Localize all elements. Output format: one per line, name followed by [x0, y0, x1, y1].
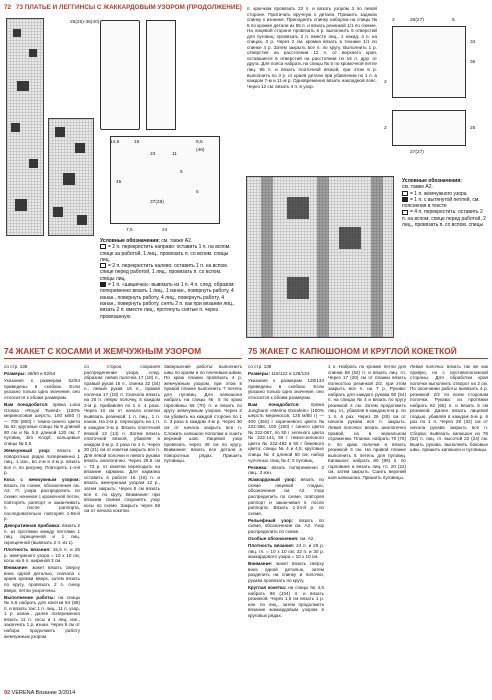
chart-motif [29, 159, 38, 168]
chart-motif [261, 177, 273, 338]
label: Внимание: [4, 565, 29, 571]
label: Внимание: [248, 561, 273, 567]
dimension-label: 27(27) [410, 150, 424, 155]
legend-item: = 1 п. с вытянутой петлей, см. пояснения в тексте [402, 196, 480, 210]
elongated-stitch-symbol [402, 197, 408, 202]
dimension-label: 14,5 [110, 140, 120, 145]
value: пряжа Lana Grossa «Royal Tweed» (100% мериносовая шерсть, 100 м/50 г) — 700 (800) г темно-синего цвета № 62; круговые спицы № 9 длиной 80 см и № 5,5 длиной 120 см; 7 пуговиц Jim Knopf; кольцевые спицы № 5,5. [4, 402, 80, 446]
paragraph: со сторон, сохраняя распределение узора, след. образом: левая полочка 17 (18) п., правый рукав 16 п., спинка 32 (34) п., левый рукав 16 п., правая полочка 17 (18) п. Сначала вязать на 25 п. левую полочку, в каждом 2-м р. прибавляя по 1 п. 4 раза. Через 10 см от начала кокетки вывязать резинкой: 1 п. лиц., 1 п. изнан. На 2-м р. переходить на 1 п. в каждом 2-м р. Вязать платочной вязкой 13 (14) п. Затем вязать платочной вязкой, убавляя в каждом 2-м р. 2 раза по 1 п. Через 20 (21) см от кокетки закрыть все п. Для левой полочки и левого рукава вязать аналогично. Через 28,5 см = 73 р. от кокетки переходить на вязание кармана. Для кармана оставить в работе 16 (16) п. и вязать жемчужным узором 12 р., затем закрыть. Через 8 см вязать все п. по кругу. Внимание: при вязании спинки сохранять узор косы по схеме. Закрыть через 68 см от начала кокетки. [84, 364, 160, 514]
dimension-label: 16 [134, 140, 140, 145]
chart-motif [371, 177, 383, 338]
dimension-label: 26(27) [410, 18, 424, 23]
legend-note: см. также А2. [402, 184, 433, 191]
dimension-label: 5 [452, 18, 455, 23]
dimension-label: 36 [470, 60, 476, 65]
label: Круглая кокетка: [248, 585, 287, 591]
dimension-label: 37(38) [150, 200, 164, 205]
chart-motif [15, 199, 27, 211]
jacquard-chart-left-2 [48, 118, 94, 236]
value: 116/122 и 128/134 [271, 371, 310, 377]
label: Вам понадобится: [248, 402, 300, 408]
legend-item: = 1 п. «шишечка»: вывязать из 1 п. 4 п. след. образом: попеременно вязать 1 лиц., 1 изнан., повернуть работу, 4 изнан., повернуть работу, 4 лиц., повернуть работу, 4 изнан., повернуть работу, снять 2 п. как при вязании лиц., вязать 2 п. вместе лиц., протянуть снятые п. через провязанную. [100, 282, 235, 320]
value: см. А2. [299, 536, 315, 542]
value: 24 п. и 29 р. лиц. гл. = 10 х 10 см; 22 п. и 30 р. жаккардового узора = 10 х 10 см. [248, 543, 324, 560]
value: вязать по схеме, обозначения см. А2. Узор распределить по схеме. [248, 517, 324, 534]
dimension-label: 25 [470, 126, 476, 131]
label: Декоративная прибавка: [4, 523, 61, 529]
text-column-5 [328, 364, 406, 686]
footer-page-number: 92 [4, 690, 11, 696]
schematic-right [392, 26, 466, 98]
label: Жемчужный узор: [4, 448, 51, 454]
label: Плотность вязания: [4, 547, 51, 553]
label: Размеры: [4, 371, 26, 377]
chart-motif [17, 81, 29, 91]
chart-motif [287, 277, 309, 299]
legend-title: Условные обозначения: [100, 238, 160, 244]
paragraph: Указания к размерам 52/54 приведены в скобках. Если указано только одно значение, оно относится к обоим размерам. [4, 378, 80, 400]
value: вязать в поворотных рядах попеременно 1 лиц., 1 изн., во 2-м и 4-м р. вязать все п. по рисунку. Повторять 1-4-й р. [4, 448, 80, 476]
dimension-label: 5 [180, 170, 183, 175]
value: 48/50 и 52/54 [27, 371, 56, 377]
page-header-number: 72 [4, 4, 12, 11]
label: Особые обозначения: [248, 536, 299, 542]
dimension-label: 34 [470, 40, 476, 45]
pearl-symbol [402, 191, 408, 196]
dimension-label: 45 [116, 180, 122, 185]
schematic-dress [100, 20, 140, 130]
paragraph: Левая полочка: вязать так же как правую, но с противоположной стороны. Для обработки края полочки выполнить отворот на 2 см. По окончании работы вывязать 4 р. резинкой 2/2 по всем сторонам полочки. Рукава: из протяжки набрать 62 (66) п. и вязать 6 см резинкой. Далее вязать лицевой гладью, убавляя в каждом 6-м р. 6 раз по 1 п. Через 28 (32) см от начала рукава закрыть все п. Сборка: вывязать капюшон из 78 (82) п. лиц. гл. высотой 22 (24) см. Вшить рукава, выполнить боковые швы, пришить капюшон и пуговицы. [410, 364, 488, 453]
cross-left-symbol [100, 263, 106, 268]
dimension-label: 26(26)-36(40) [70, 20, 100, 25]
legend-item: = 1 п. жемчужного узора [410, 190, 467, 197]
label: Размеры: [248, 371, 270, 377]
legend-right [402, 178, 488, 228]
label: Рельефный узор: [248, 517, 294, 523]
value: пряжа Junghans «Merino Extrafein» (100% шерсть мериносов, 125 м/50 г) — 400 (450) г коричневого цвета № 222-358, 100 (150) г синего цвета № 222-067, по 50 г зеленого цвета № 222-141, 50 г темно-зеленого цвета № 222-492 и 50 г бежевого цвета; спицы № 4 и 4,5; круговые спицы № 4 длиной 60 см; набор чулочных спиц № 4; 5 пуговиц. [248, 402, 324, 463]
dimension-label: (46) [196, 148, 205, 153]
chart-motif [55, 127, 65, 137]
chart-motif [317, 177, 329, 338]
value: вязать 2 п. из протяжки между петлями 1 лиц. скрещенной и 1 лиц. скрещенной (вывязать 2 п. из 1). [4, 523, 80, 545]
value: на спицы № 4,5 набрать 96 (104) п. и вязать резинкой. Через 1,5 см вязать 1 р. изн. по лиц., затем продолжить вязание жаккардовым узором в круговых рядах. [248, 585, 324, 618]
legend-item: = 2 п. перекрестить направо: оставить 1 п. на вспом. спице за работой, 1 лиц., провязать п. со вспом. спицы лиц. [100, 244, 231, 263]
meta: со стр. 139 [248, 364, 272, 369]
label: Коса с жемчужным узором: [4, 477, 80, 483]
page-footer [4, 690, 75, 696]
chart-motif [63, 173, 75, 185]
value: жакет вязать сверху вниз одной деталью, сначала с краев кромки вверх, затем вязать по кругу, провязать 2 п. снизу вверх, петли укорочены. [4, 565, 80, 593]
chart-motif [13, 29, 21, 37]
dimension-label: 2 [384, 80, 387, 85]
value: жакет вязать сверху вниз одной деталью, затем разделить на спинку и полочки, рукава провязать по кругу. [248, 561, 324, 584]
paragraph: 1 п. Набрать по кромке петли для спинки 58 (62) п. и вязать лиц. гл. Через 17 (20) см от планки вязать полностью резинкой 2/2, при этом закрыть все п. на 7 р. Рукава: набрать для каждого рукава 50 (54) п. на спицах № 4 и вязать по кругу резинкой 4 см. Затем продолжить лиц. гл., убавляя в каждом 8-м р. по 1 п. 6 раз. Через 26 (29) см от начала рукава все п. закрыть. Левая полочка: вязать аналогично правой, но в зеркальном отражении. Планка: набрать 70 (76) п. по краю полочки и вязать резинкой 3 см. На правой планке выполнить 5 петель для пуговиц. Капюшон: набрать 80 (86) п. по горловине и вязать лиц. гл. 20 (22) см, затем закрыть. Сшить верхний шов капюшона. Пришить пуговицы. [328, 364, 406, 480]
page-header [4, 4, 242, 14]
legend-note: см. также А2. [161, 238, 193, 244]
footer-issue: Вязание 3/2014 [35, 690, 76, 696]
schematic-leggings [146, 20, 176, 130]
text-column-4 [248, 364, 324, 686]
legend-item: = 4 п. перекрестить: оставить 2 п. на вспом. спице перед работой, 2 лиц., провязать п. со вспом. спицы [402, 209, 486, 229]
paragraph: Указания к размерам 128/134 приведены в скобках. Если указано только одно значение, оно относится к обоим размерам. [248, 378, 324, 400]
value: 15,5 п. и 25 р. жемчужного узора = 10 х 10 см, косы на 6 п. шириной 3 см. [4, 547, 80, 564]
value: на спицы № 5,5 набрать для кокетки 84 (88) п. и вязать так: 1 п. лиц., 11 п. узор, 1 р. изнан., далее попеременно вязать 11 п. косы и 1 лиц. изн., закончить 1 р. изнан. Через 8 см от набора продолжить работу жемчужным узором. [4, 594, 80, 639]
label: Резинка: [248, 464, 268, 470]
legend-title: Условные обозначения: [402, 178, 462, 184]
label: Вам понадобится: [4, 402, 49, 408]
chart-motif [53, 207, 63, 217]
cross-right-symbol [100, 244, 106, 249]
cable-cross-symbol [402, 210, 408, 215]
label: Плотность вязания: [248, 543, 295, 549]
chart-motif [287, 197, 309, 219]
dimension-label: 2 [392, 18, 395, 23]
cable-chart-right [246, 176, 394, 338]
dimension-label: 11 [172, 152, 177, 157]
bobble-symbol [100, 282, 106, 287]
chart-motif [339, 227, 361, 249]
section-title-74: 74 ЖАКЕТ С КОСАМИ И ЖЕМЧУЖНЫМ УЗОРОМ [4, 346, 242, 359]
dimension-label: 5 [196, 190, 199, 195]
text-column-2 [84, 364, 160, 686]
chart-motif [29, 49, 37, 57]
footer-magazine: VERENA [11, 690, 34, 696]
paragraph: п. крючком провязать 22 п. и вязать узором 3 по левой стороне. Притачать вручную к детали. Пришить заднюю спинку к изнанке. Приподнять спинку набором на спицы № 5 по кромке детали из 55 п. и вязать резинкой 1/1 по спинке. На лицевой стороне провязать 5 р. выполнить 6 отверстий для пуговиц: провязать 2 п. вместе лиц., 1 накид, 4 п. на спицах, 3 р. Через 2 см. кромка вязать в технике 1/1 по спинке 4 р. Затем закрыть все п. по кругу. Выполнить 1 р. отверстия на расстоянии 12 п. от верхнего края, оставшиеся 6 отверстий на расстоянии по 16 п. друг от друга. Для пояса набрать на спицы № 5 по кромочной петле лиц. 95 п. и вязать платочной вязкой, при этом 6 р. выполнить по 3 р. от краев детали при убавлении по 1 п. в каждом 7-м и 11-м р. Одновременно вязать накладной пояс. Через 12 см. вязать 4 п. в узор. [247, 6, 377, 89]
chart-motif [77, 215, 87, 225]
chart-motif [75, 143, 85, 153]
section-title-75: 75 ЖАКЕТ С КАПЮШОНОМ И КРУГЛОЙ КОКЕТКОЙ [248, 346, 488, 359]
text-column-1 [4, 364, 80, 686]
schematic-right-2 [392, 110, 466, 146]
dimension-label: 7,5 [126, 228, 133, 233]
label: Жаккардовый узор: [248, 477, 297, 483]
text-column-6 [410, 364, 488, 686]
jacquard-chart-left [6, 18, 44, 236]
dimension-label: 9,5 [196, 140, 203, 145]
page-header-title: 73 ПЛАТЬЕ И ЛЕГГИНСЫ С ЖАККАРДОВЫМ УЗОРОМ (ПРОДОЛЖЕНИЕ) [15, 4, 242, 11]
value: вязать попеременно 2 лиц., 2 изн. [248, 464, 324, 476]
legend-item: = 2 п. перекрестить налево: оставить 1 п. на вспом. спице перед работой, 1 лиц., провязать п. со вспом. спицы лиц. [100, 263, 229, 282]
dimension-label: 23 [150, 152, 156, 157]
value: вязать по схеме, обозначения см. А2. П. узора распределить по схеме: начиная с кромочной петли, повторять раппорт и заканчивать п. после раппорта, последовательно повторяя 1-56-й р. [4, 482, 80, 522]
dimension-label: 2 [384, 126, 387, 131]
dimension-label: 24 [162, 228, 168, 233]
label: Выполнение работы: [4, 594, 56, 600]
legend-left [100, 238, 236, 320]
text-block-right-top [247, 6, 377, 170]
text-column-3 [164, 364, 242, 686]
chart-motif [11, 123, 20, 132]
value: вязать по схеме лицевой гладью, обозначения см. А2. Узор распределить по схеме, повторяя раппорт и заканчивая п. после раппорта. Вязать 1-24-й р. по схеме. [248, 477, 324, 516]
meta: со стр. 138 [4, 364, 28, 369]
paragraph: Завершение работы: выполнить швы по краям и по плечевым швам. По краю планки провязать 4 р. жемчужным узором, при этом в правой планке выполнить 7 петель для пуговиц. Для капюшона набрать на спицы № 5 по краю горловины 66 (70) п. и вязать по кругу жемчужным узором. Через 2 см убавить на каждой стороне по 1 п. 3 раза в каждом 4-м р. Через 30 см от начала закрыть все п. Сложить капюшон пополам и сшить верхний шов. Лицевой узор провязать через 49 см по кругу. Внимание: вязать все детали в поворотных рядах. Пришить пуговицы. [164, 364, 242, 464]
